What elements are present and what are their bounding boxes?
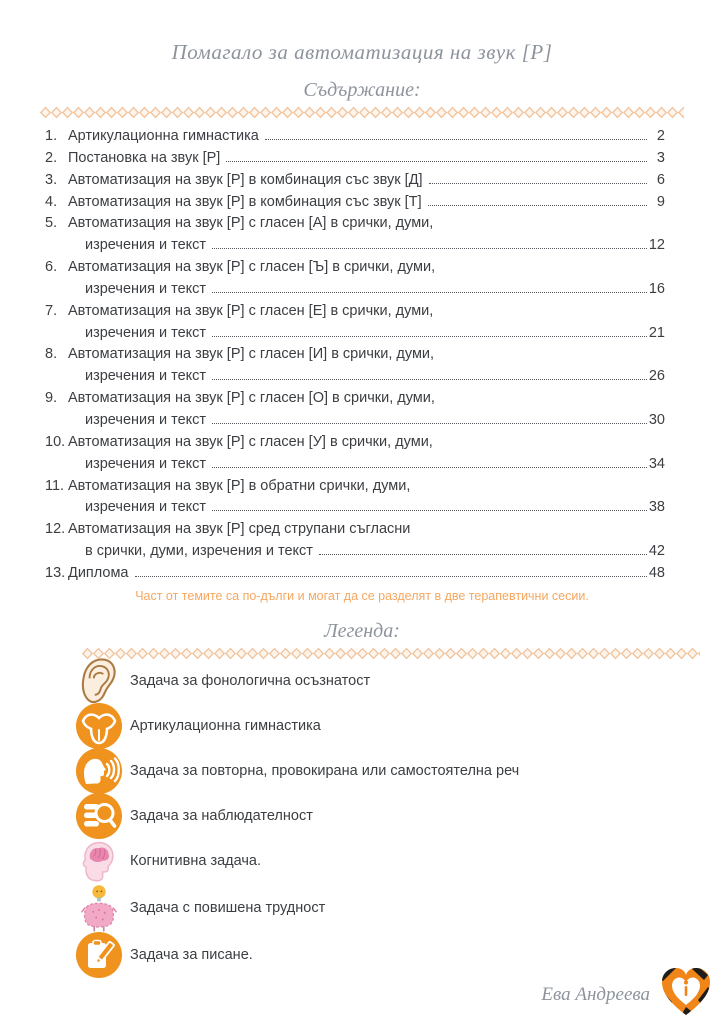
toc-item-title: Автоматизация на звук [Р] сред струпани съгласни [68,521,411,538]
tiger-heart-logo-icon [660,967,712,1022]
toc-item-number: 12. [45,521,66,538]
toc-page-number: 30 [648,411,665,428]
toc-page-number: 6 [656,171,665,188]
toc-item [45,344,665,388]
toc-item-title: Автоматизация на звук [Р] в комбинация със звук [Д] [68,171,423,188]
dot-leader [135,576,647,577]
toc-item [45,192,665,214]
page-title: Помагало за автоматизация на звук [Р] [171,40,553,64]
toc-page-number: 26 [648,368,665,385]
toc-item-title: Автоматизация на звук [Р] с гласен [И] в срички, думи, [68,346,435,363]
toc-item [45,563,665,585]
toc-item [45,432,665,476]
toc-item-title-line2: в срички, думи, изречения и текст [85,543,313,560]
toc-page-number: 34 [648,455,665,472]
dot-leader [212,379,647,380]
table-of-contents [45,126,665,585]
toc-item-title: Автоматизация на звук [Р] с гласен [Ъ] в срички, думи, [68,259,436,276]
toc-item-title-line2: изречения и текст [85,237,207,254]
legend-heading: Легенда: [324,620,400,642]
legend-item [68,748,668,793]
legend-label: Когнитивна задача. [130,852,262,869]
toc-item [45,519,665,563]
writing-icon [68,932,130,978]
toc-item-title: Автоматизация на звук [Р] с гласен [У] в срички, думи, [68,433,433,450]
legend-label: Задача за наблюдателност [130,807,313,824]
toc-page-number: 3 [656,149,665,166]
diamond-divider [40,106,684,119]
toc-page-number: 42 [648,543,665,560]
author-name: Ева Андреева [541,983,650,1005]
toc-heading: Съдържание: [303,79,421,101]
toc-item [45,213,665,257]
toc-item-title-line2: изречения и текст [85,324,207,341]
ear-icon [68,656,130,706]
toc-item-number: 10. [45,433,66,450]
toc-item-number: 11. [45,477,65,494]
toc-item-number: 2. [45,149,58,166]
toc-item-number: 6. [45,259,58,276]
toc-item-title: Артикулационна гимнастика [68,128,259,144]
toc-item-number: 3. [45,171,58,188]
speech-icon [68,748,130,794]
legend-item [68,838,668,883]
toc-page-number: 38 [648,499,665,516]
legend-label: Артикулационна гимнастика [130,717,321,734]
tongue-icon [68,703,130,749]
legend-label: Задача за фонологична осъзнатост [130,672,371,689]
dot-leader [428,205,647,206]
dot-leader [429,183,647,184]
toc-item [45,301,665,345]
toc-page-number: 9 [656,193,665,210]
legend-label: Задача с повишена трудност [130,899,326,916]
toc-item-title: Постановка на звук [Р] [68,149,221,166]
toc-page-number: 16 [648,280,665,297]
toc-item-number: 7. [45,302,58,319]
dot-leader [212,510,647,511]
dot-leader [212,292,647,293]
toc-item [45,126,665,148]
toc-item-number: 13. [45,564,66,581]
legend-item [68,883,668,932]
toc-item [45,476,665,520]
dot-leader [212,248,647,249]
toc-item-title: Автоматизация на звук [Р] с гласен [Е] в срички, думи, [68,302,434,319]
toc-item-title-line2: изречения и текст [85,455,207,472]
legend-item [68,793,668,838]
footer [541,967,712,1022]
toc-item-title: Автоматизация на звук [Р] с гласен [А] в срички, думи, [68,215,434,232]
toc-item-number: 4. [45,193,58,210]
observation-icon [68,793,130,839]
toc-page-number: 12 [648,237,665,254]
toc-item-number: 9. [45,390,58,407]
toc-item-title-line2: изречения и текст [85,411,207,428]
toc-item-number: 5. [45,215,58,232]
dot-leader [319,554,647,555]
toc-page-number: 2 [656,128,665,144]
dot-leader [226,161,647,162]
dot-leader [212,423,647,424]
legend-list [68,658,668,977]
dot-leader [265,139,647,140]
monster-icon [68,883,130,933]
toc-item-title-line2: изречения и текст [85,280,207,297]
toc-item-title: Автоматизация на звук [Р] в обратни срички, думи, [68,477,411,494]
legend-item [68,658,668,703]
toc-item-title-line2: изречения и текст [85,368,207,385]
toc-item [45,148,665,170]
dot-leader [212,336,647,337]
toc-item-title: Диплома [68,564,129,581]
toc-item [45,257,665,301]
legend-label: Задача за писане. [130,946,253,963]
toc-item-title: Автоматизация на звук [Р] в комбинация със звук [Т] [68,193,422,210]
toc-item [45,170,665,192]
dot-leader [212,467,647,468]
toc-note: Част от темите са по-дълги и могат да се разделят в две терапевтични сесии. [135,589,589,603]
legend-item [68,703,668,748]
toc-item-title-line2: изречения и текст [85,499,207,516]
toc-item [45,388,665,432]
legend-label: Задача за повторна, провокирана или самостоятелна реч [130,762,520,779]
brain-head-icon [68,838,130,884]
toc-item-number: 8. [45,346,58,363]
toc-page-number: 48 [648,564,665,581]
toc-item-title: Автоматизация на звук [Р] с гласен [О] в срички, думи, [68,390,435,407]
toc-page-number: 21 [648,324,665,341]
toc-item-number: 1. [45,128,58,144]
